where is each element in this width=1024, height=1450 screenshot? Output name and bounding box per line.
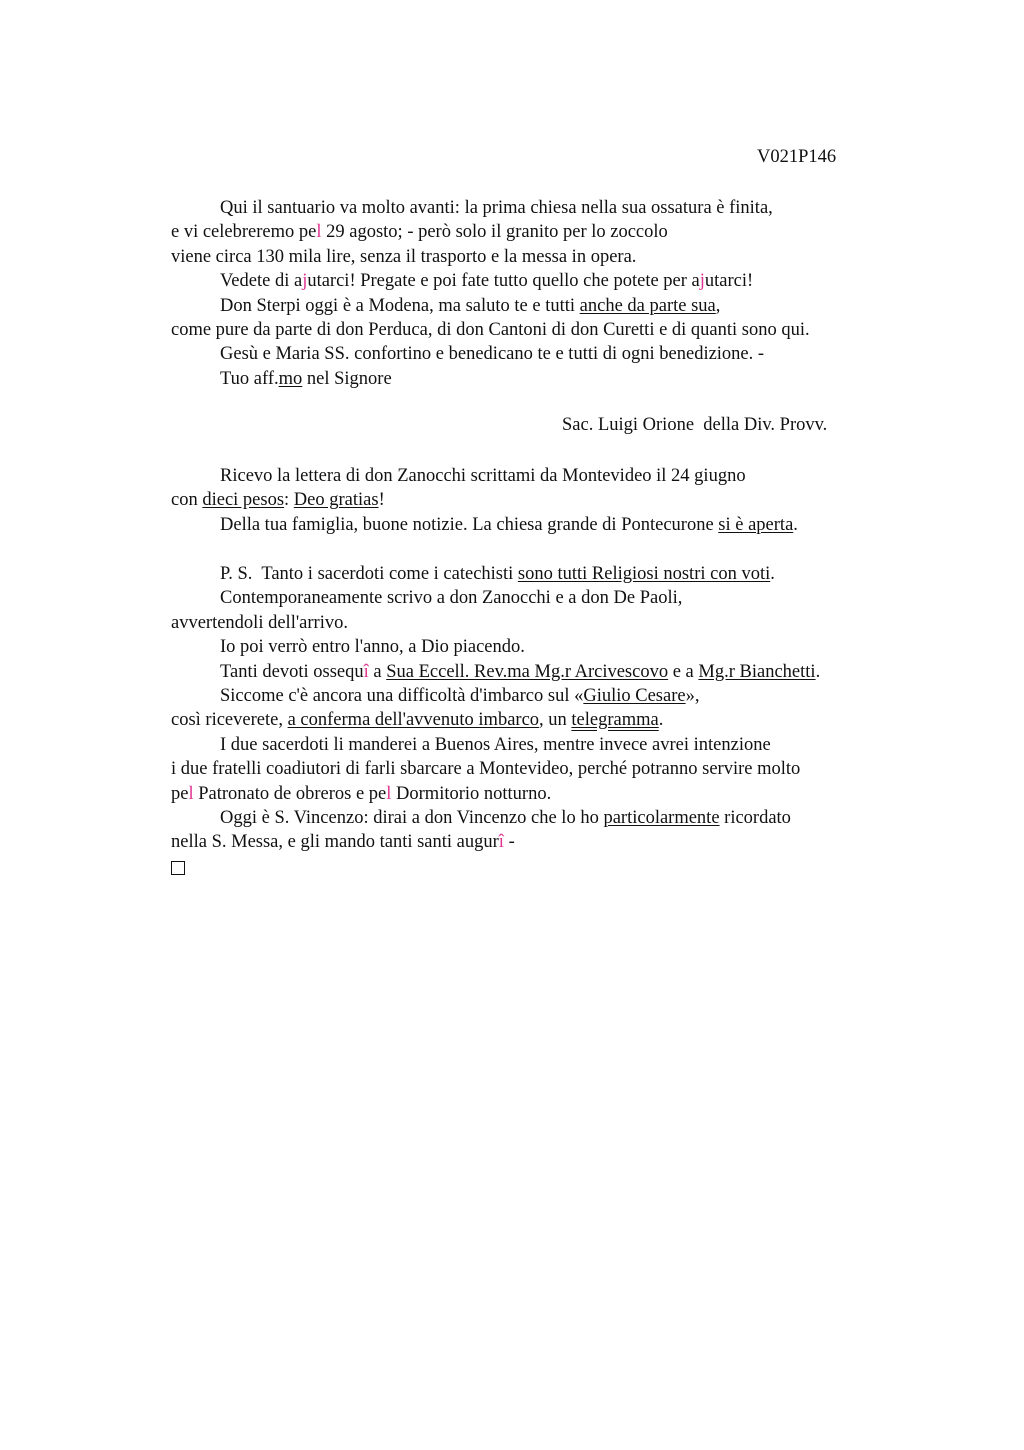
highlighted-letter: î [498, 832, 504, 853]
underlined-text: Sua Eccell. Rev.ma Mg.r Arcivescovo [386, 661, 669, 682]
text-line [171, 757, 951, 781]
text-segment: . [770, 564, 775, 584]
text-segment: pe [171, 783, 189, 804]
text-segment: Ricevo la lettera di don Zanocchi scrittami da Montevideo il 24 giugno [220, 466, 746, 486]
text-segment: viene circa 130 mila lire, senza il trasporto e la messa in opera. [171, 246, 637, 267]
text-line [171, 562, 951, 586]
underlined-text: Mg.r Bianchetti [698, 661, 816, 682]
text-segment: Gesù e Maria SS. confortino e benedicano te e tutti di ogni benedizione. - [220, 344, 765, 365]
text-segment: Siccome c'è ancora una difficoltà d'imbarco sul « [220, 685, 584, 706]
underlined-text: Giulio Cesare [583, 685, 686, 706]
text-line [171, 684, 951, 708]
text-segment: . [793, 514, 798, 535]
text-segment: utarci! [704, 271, 754, 292]
text-segment: utarci! Pregate e poi fate tutto quello che potete per a [307, 271, 700, 292]
text-line [171, 294, 951, 318]
underlined-text: dieci pesos [202, 490, 285, 511]
text-segment: così riceverete, [171, 710, 288, 731]
page-id: V021P146 [757, 147, 837, 167]
underlined-text: si è aperta [718, 514, 794, 535]
text-segment: Tanti devoti ossequ [220, 661, 364, 682]
text-segment: nella S. Messa, e gli mando tanti santi augur [171, 832, 499, 853]
text-line [171, 806, 951, 830]
text-segment: Oggi è S. Vincenzo: dirai a don Vincenzo che lo ho [220, 807, 604, 828]
text-segment: , un [539, 710, 572, 731]
text-segment: Contemporaneamente scrivo a don Zanocchi e a don De Paoli, [220, 588, 683, 609]
text-line [171, 855, 951, 879]
text-segment: 29 agosto; - però solo il granito per lo zoccolo [321, 222, 668, 243]
text-line [171, 635, 951, 659]
text-segment: ! [378, 490, 385, 511]
text-segment: Vedete di a [220, 271, 303, 292]
text-line [171, 611, 951, 635]
text-segment: : [284, 490, 294, 511]
text-segment: i due fratelli coadiutori di farli sbarcare a Montevideo, perché potranno servire molto [171, 759, 801, 780]
text-segment: », [685, 685, 700, 706]
text-line [171, 708, 951, 732]
text-line [171, 269, 951, 293]
text-segment: . [815, 661, 821, 682]
highlighted-letter: l [386, 783, 392, 804]
underlined-text: a conferma dell'avvenuto imbarco [287, 710, 540, 731]
text-segment: Patronato de obreros e pe [193, 783, 387, 804]
text-line [171, 513, 951, 537]
text-line [171, 367, 951, 391]
underlined-text: mo [278, 368, 303, 389]
text-segment: ricordato [719, 807, 791, 828]
highlighted-letter: j [302, 271, 308, 292]
text-segment: Dormitorio notturno. [391, 783, 552, 804]
highlighted-letter: l [188, 783, 194, 804]
text-segment: e a [668, 661, 699, 682]
text-line [171, 660, 951, 684]
text-line [171, 782, 951, 806]
underlined-text: Deo gratias [293, 490, 379, 511]
text-segment: a [368, 661, 387, 682]
underlined-text: particolarmente [603, 807, 720, 828]
letter-paragraph-1 [171, 196, 951, 391]
highlighted-letter: j [699, 271, 705, 292]
text-segment: , [715, 295, 721, 316]
text-segment: Io poi verrò entro l'anno, a Dio piacendo. [220, 637, 525, 658]
text-line [171, 733, 951, 757]
text-segment: con [171, 490, 203, 511]
postscript [171, 562, 951, 879]
underlined-text: anche da parte sua [579, 295, 716, 316]
highlighted-letter: î [363, 661, 369, 682]
text-segment: Tuo aff. [220, 368, 279, 389]
text-segment: avvertendoli dell'arrivo. [171, 612, 348, 633]
highlighted-letter: l [316, 222, 322, 243]
signature: Sac. Luigi Orione della Div. Provv. [562, 415, 828, 435]
text-line [171, 830, 951, 854]
text-line [171, 196, 951, 220]
text-segment: - [503, 832, 515, 853]
text-segment: Della tua famiglia, buone notizie. La chiesa grande di Pontecurone [220, 514, 719, 535]
text-line [171, 464, 951, 488]
underlined-text: sono tutti Religiosi nostri con voti [517, 564, 771, 584]
text-line [171, 586, 951, 610]
text-segment: I due sacerdoti li manderei a Buenos Aires, mentre invece avrei intenzione [220, 734, 771, 755]
text-segment: Qui il santuario va molto avanti: la prima chiesa nella sua ossatura è finita, [220, 198, 773, 218]
text-segment: P. S. Tanto i sacerdoti come i catechisti [220, 564, 518, 584]
letter-paragraph-2 [171, 464, 951, 537]
text-segment: come pure da parte di don Perduca, di don Cantoni di don Curetti e di quanti sono qui. [171, 319, 810, 340]
text-segment: nel Signore [302, 368, 392, 389]
text-line [171, 342, 951, 366]
text-line [171, 245, 951, 269]
text-line [171, 318, 951, 342]
double-underlined-text: telegramma [571, 710, 659, 731]
text-segment: Don Sterpi oggi è a Modena, ma saluto te e tutti [220, 295, 580, 316]
text-segment: e vi celebreremo pe [171, 222, 317, 243]
text-segment: . [658, 710, 664, 731]
text-line [171, 220, 951, 244]
text-line [171, 488, 951, 512]
empty-box-icon [171, 861, 185, 875]
